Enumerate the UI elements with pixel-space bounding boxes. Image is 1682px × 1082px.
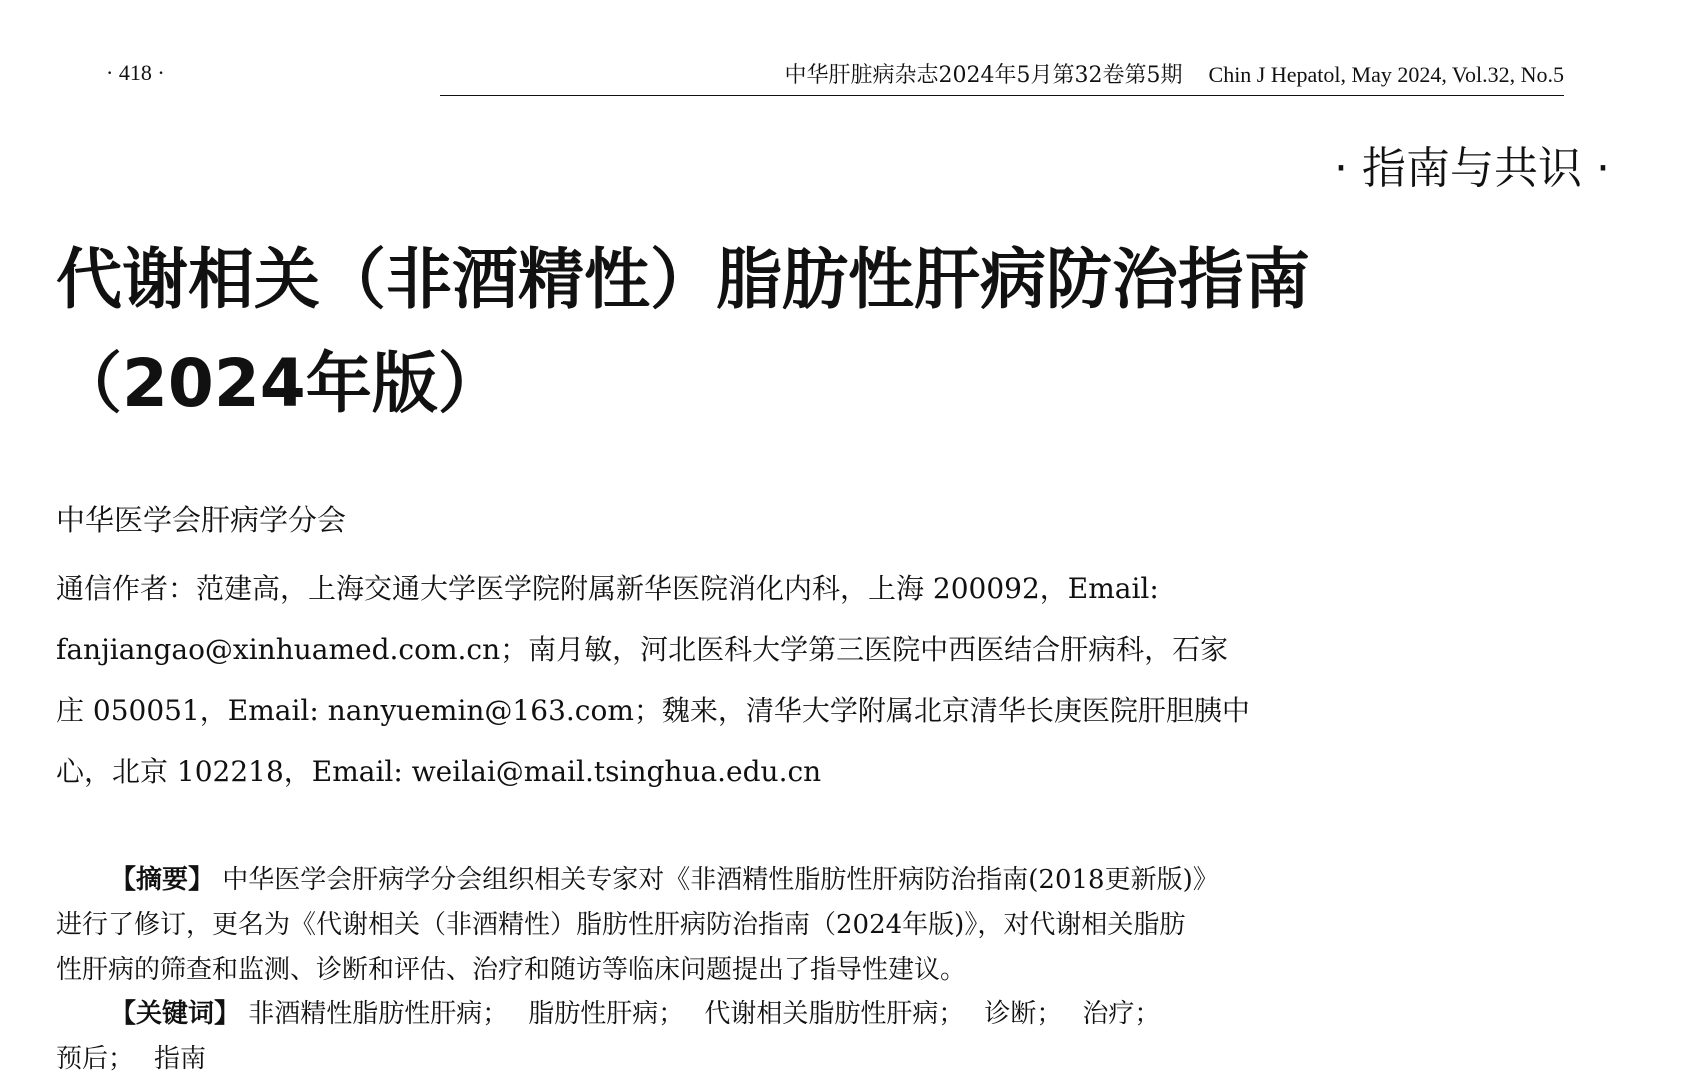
title-line-2: （2024年版） [56,345,504,422]
correspondence-line-2: fanjiangao@xinhuamed.com.cn；南月敏，河北医科大学第三医院中西医结合肝病科，石家 [56,633,1229,666]
correspondence-line-3: 庄 050051，Email: nanyuemin@163.com；魏来，清华大学附属北京清华长庚医院肝胆胰中 [56,694,1250,727]
correspondence-line-4: 心，北京 102218，Email: weilai@mail.tsinghua.edu.cn [56,755,822,788]
keywords-line-1 [56,992,1346,1037]
keyword: 代谢相关脂肪性肝病； [704,999,965,1029]
keywords-label: 【关键词】 [110,999,241,1029]
keyword: 脂肪性肝病； [528,999,685,1029]
abstract-line-3: 性肝病的筛查和监测、诊断和评估、治疗和随访等临床问题提出了指导性建议。 [56,955,967,985]
keyword: 诊断； [984,999,1063,1029]
page-number: · 418 · [106,60,165,85]
abstract-line-1 [56,858,1346,903]
keyword: 非酒精性脂肪性肝病； [248,999,509,1029]
abstract-block [56,858,1346,993]
abstract-text-1: 中华医学会肝病学分会组织相关专家对《非酒精性脂肪性肝病防治指南(2018更新版)》 [222,865,1219,895]
title-line-1: 代谢相关（非酒精性）脂肪性肝病防治指南 [56,241,1310,318]
journal-cn: 中华肝脏病杂志2024年5月第32卷第5期 [784,63,1183,88]
correspondence-line-1: 通信作者：范建高，上海交通大学医学院附属新华医院消化内科，上海 200092，Email: [56,572,1159,605]
section-label: · 指南与共识 · [1334,143,1610,194]
journal-en: Chin J Hepatol, May 2024, Vol.32, No.5 [1208,62,1564,87]
correspondence-block [56,558,1346,802]
keyword: 治疗； [1082,999,1161,1029]
abstract-label: 【摘要】 [110,865,215,895]
keywords-block [56,992,1346,1082]
author-organization: 中华医学会肝病学分会 [56,503,347,537]
keywords-line-2 [56,1037,1346,1082]
keyword: 指南 [154,1044,207,1074]
running-header [440,58,1564,96]
abstract-line-2: 进行了修订，更名为《代谢相关（非酒精性）脂肪性肝病防治指南（2024年版)》，对代谢相关脂肪 [56,910,1186,940]
keyword: 预后； [56,1044,135,1074]
article-title [56,228,1476,436]
